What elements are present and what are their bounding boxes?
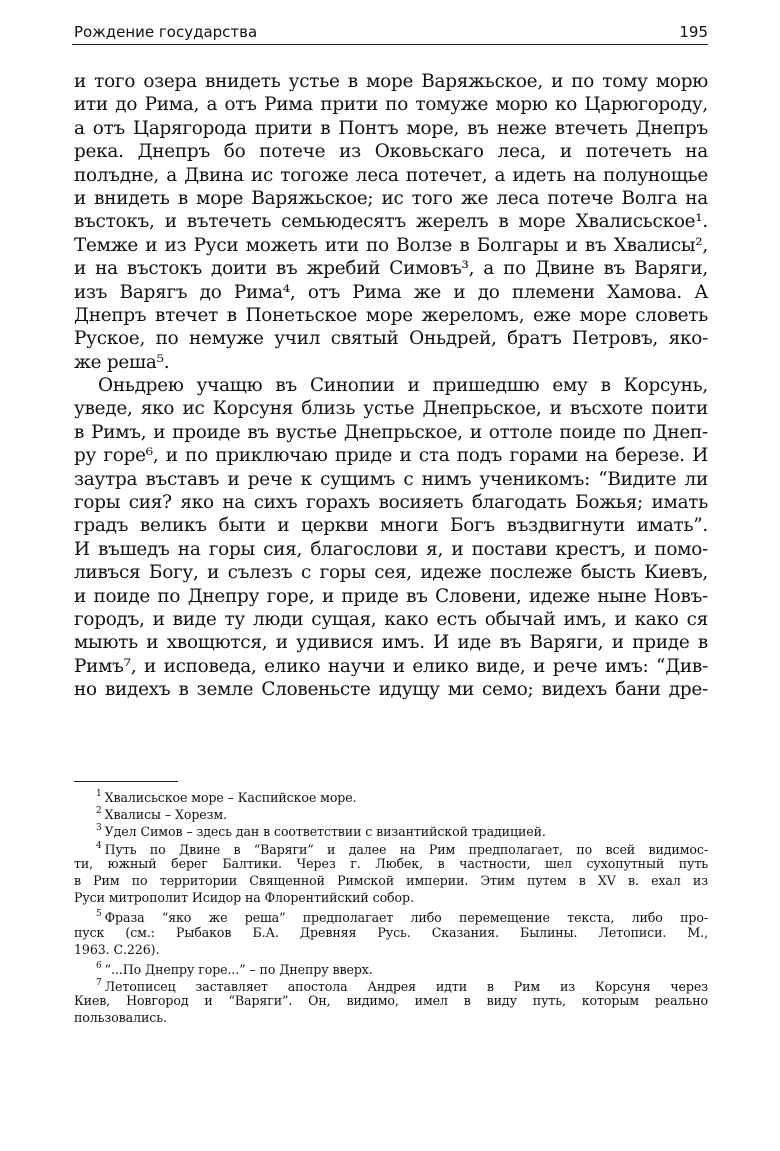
footnote [74, 803, 708, 823]
footnote-line: в Рим по территории Священной Римской империи. Этим путем в XV в. ехал из [74, 872, 708, 888]
text-line: уведе, яко ис Корсуня близь устье Днепрьское, и въсхоте поити [74, 398, 708, 420]
footnote-text: Летописец заставляет апостола Андрея идти в Рим из Корсуня через [104, 979, 708, 995]
text-line: ити до Рима, а отъ Рима прити по томуже морю ко Царюгороду, [74, 94, 708, 116]
text-line: и внидеть в море Варяжьское; ис того же леса потече Волга на [74, 187, 708, 209]
text-line: И въшедъ на горы сия, благослови я, и постави крестъ, и помо- [74, 538, 708, 560]
chapter-title: Рождение государства [74, 23, 258, 41]
text-line: заутра въставъ и рече к сущимъ с нимъ ученикомъ: “Видите ли [74, 468, 708, 490]
text-line: но видехъ в земле Словеньсте идущу ми семо; видехъ бани дре- [74, 679, 708, 701]
footnote-line: Руси митрополит Исидор на Флорентийский собор. [74, 890, 414, 906]
footnote-text: Хвалисьское море – Каспийское море. [104, 790, 357, 805]
footnote-mark: 7 [96, 978, 102, 989]
text-line: и того озера внидеть устье в море Варяжьское, и по тому морю [74, 71, 708, 92]
footnote-mark: 2 [96, 806, 102, 817]
text-line: полъдне, а Двина ис тогоже леса потечет, а идеть на полунощье [74, 164, 708, 186]
footnote-text: Путь по Двине в “Варяги” и далее на Рим предполагает, по всей видимос- [104, 841, 708, 857]
footnote-line: пуск (см.: Рыбаков Б.А. Древняя Русь. Сказания. Былины. Летописи. М., [74, 924, 708, 940]
text-line: и на въстокъ доити въ жребий Симовъ³, а по Двине въ Варяги, [74, 258, 708, 280]
footnote-line: 1963. С.226). [74, 941, 160, 957]
footnote [74, 975, 708, 995]
footnote-mark: 5 [96, 909, 102, 920]
page-number: 195 [679, 23, 708, 41]
footnote [74, 906, 708, 926]
text-line: же реша⁵. [74, 351, 170, 373]
footnote-line: Киев, Новгород и “Варяги”. Он, видимо, имел в виду путь, которым реально [74, 993, 708, 1009]
footnote-mark: 3 [96, 823, 102, 834]
footnote-line: пользовались. [74, 1010, 167, 1026]
footnote-text: Фраза “яко же реша” предполагает либо перемещение текста, либо про- [104, 910, 708, 926]
text-line: и поиде по Днепру горе, и приде въ Словени, идеже ныне Новъ- [74, 585, 708, 607]
footnote-divider [74, 781, 178, 782]
text-line: въстокъ, и вътечеть семьюдесятъ жерелъ в море Хвалисьское¹. [74, 211, 708, 233]
footnote-text: Удел Симов – здесь дан в соответствии с византийской традицией. [104, 824, 546, 840]
footnotes [74, 786, 708, 1027]
text-line: в Римъ, и проиде въ вустье Днепрьское, и оттоле поиде по Днеп- [74, 421, 708, 443]
footnote-mark: 1 [96, 789, 102, 799]
footnote [74, 958, 708, 975]
text-line: Руское, по немуже учил святый Оньдрей, братъ Петровъ, яко- [74, 328, 708, 350]
footnote-text: “...По Днепру горе...” – по Днепру вверх. [104, 961, 373, 977]
text-line: градъ великъ быти и церкви многи Богъ въздвигнути имать”. [74, 515, 708, 537]
text-line: Днепръ втечет в Понетьское море жереломъ, еже море словеть [74, 304, 708, 326]
footnote-mark: 4 [96, 840, 102, 851]
footnote-mark: 6 [96, 960, 102, 971]
text-line: река. Днепръ бо потече из Оковьскаго леса, и потечеть на [74, 141, 708, 163]
text-line: городъ, и виде ту люди сущая, како есть обычай имъ, и како ся [74, 608, 708, 630]
text-line: Оньдрею учащю въ Синопии и пришедшю ему в Корсунь, [98, 375, 708, 397]
running-head [72, 22, 708, 45]
footnote-text: Хвалисы – Хорезм. [104, 807, 228, 823]
main-text [74, 70, 708, 702]
footnote-line: ти, южный берег Балтики. Через г. Любек, в частности, шел сухопутный путь [74, 855, 708, 871]
text-line: а отъ Царягорода прити в Понтъ море, въ неже втечеть Днепръ [74, 117, 708, 139]
text-line: Римъ⁷, и исповеда, елико научи и елико виде, и рече имъ: “Див- [74, 655, 708, 677]
footnote [74, 786, 708, 803]
footnote [74, 820, 708, 840]
text-line: горы сия? яко на сихъ горахъ восияеть благодать Божья; имать [74, 492, 708, 514]
text-line: Темже и из Руси можеть ити по Волзе в Болгары и въ Хвалисы², [74, 234, 708, 256]
text-line: изъ Варягъ до Рима⁴, отъ Рима же и до племени Хамова. А [74, 281, 708, 303]
text-line: ливъся Богу, и сълезъ с горы сея, идеже послеже бысть Киевъ, [74, 562, 708, 584]
footnote [74, 838, 708, 855]
text-line: мыють и хвощются, и удивися имъ. И иде въ Варяги, и приде в [74, 632, 708, 654]
text-line: ру горе⁶, и по приключаю приде и ста подъ горами на березе. И [74, 445, 708, 467]
